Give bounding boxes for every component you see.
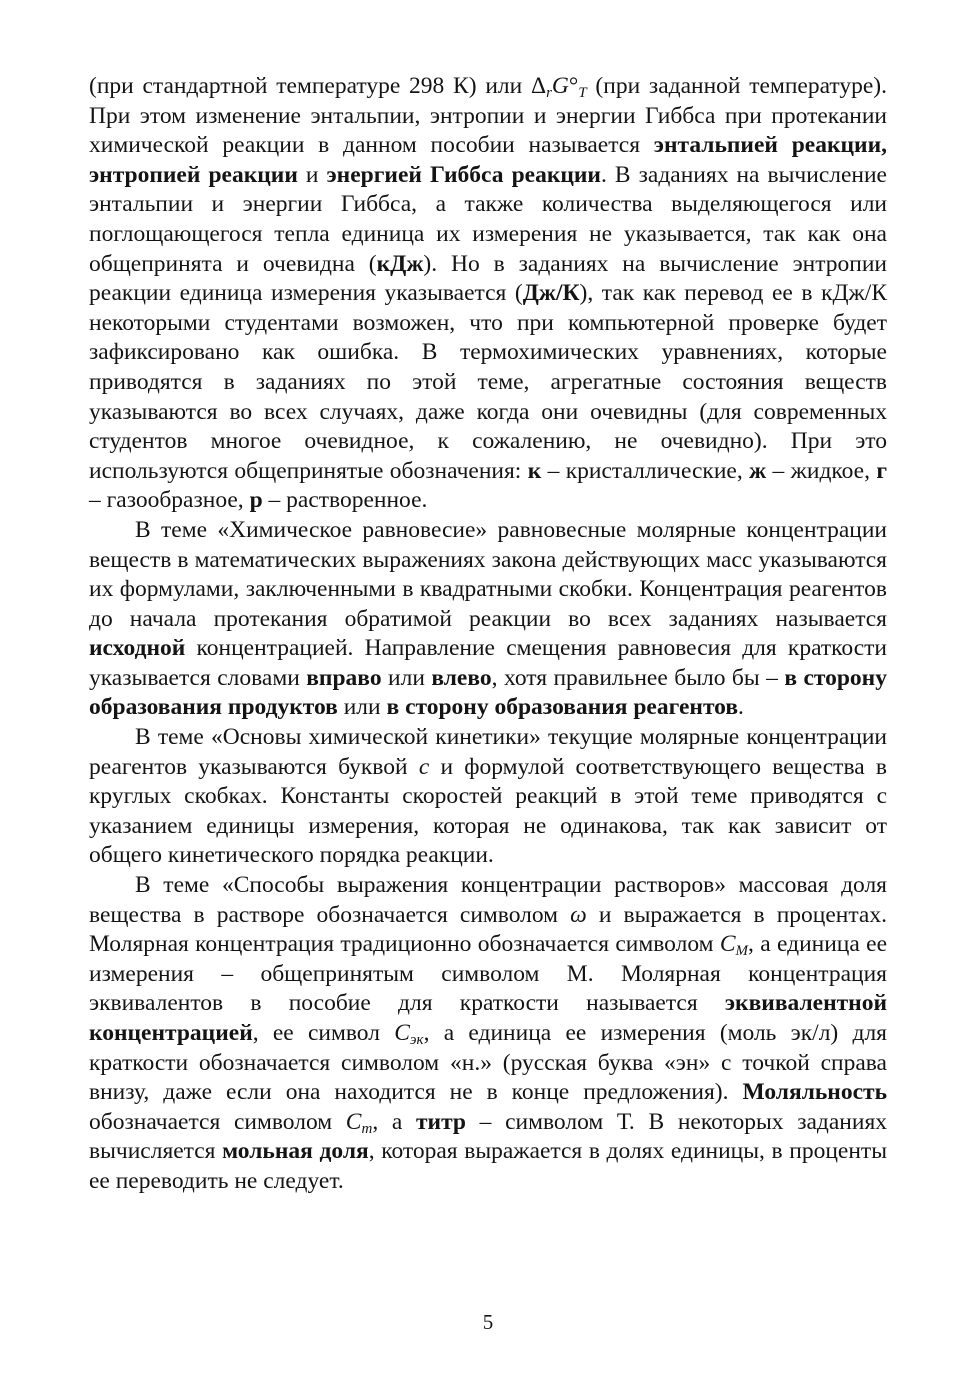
italic-symbol: ω xyxy=(570,901,587,928)
bold-term: исходной xyxy=(89,635,186,662)
bold-term: энергией Гиббса реакции xyxy=(326,161,601,188)
bold-term: мольная доля xyxy=(222,1138,369,1165)
subscript: r xyxy=(546,85,552,101)
bold-term: кДж xyxy=(376,250,424,277)
bold-term: эквивалентной концентрацией xyxy=(89,990,887,1046)
paragraph-solution-concentration: В теме «Способы выражения концентрации растворов» массовая доля вещества в растворе обозначается символом ω и выражается в процентах. Молярная концентрация традиционно обозначается символом $C_M$, а единица ее измерения – общепринятым символом М. Молярная концентрация эквивалентов в пособие для краткости называется эквивалентной концентрацией, ее символ $C_{эк}$, а единица ее измерения (моль эк/л) для краткости обозначается символом «н.» (русская буква «эн» с точкой справа внизу, даже если она находится не в конце предложения). Моляльность обозначается символом $C_m$, а титр – символом Т. В некоторых заданиях вычисляется мольная доля, которая выражается в долях единицы, в проценты ее переводить не следует. xyxy=(89,872,887,1194)
page-number: 5 xyxy=(482,1310,494,1334)
bold-term: энтальпией реакции, энтропией реакции xyxy=(89,132,887,188)
subscript: эк xyxy=(409,1032,424,1048)
italic-symbol: C xyxy=(345,1108,362,1135)
bold-term: в сторону образования реагентов xyxy=(386,694,739,721)
bold-term: титр xyxy=(416,1108,466,1135)
bold-term: ж xyxy=(749,457,767,484)
bold-term: Моляльность xyxy=(742,1079,887,1106)
paragraph-chemical-equilibrium: В теме «Химическое равновесие» равновесные молярные концентрации веществ в математических выражениях закона действующих масс указываются их формулами, заключенными в квадратными скобки. Концентрация реагентов до начала протекания обратимой реакции во всех заданиях называется исходной концентрацией. Направление смещения равновесия для краткости указывается словами вправо или влево, хотя правильнее было бы – в сторону образования продуктов или в сторону образования реагентов. xyxy=(89,516,887,721)
subscript: M xyxy=(735,943,749,960)
paragraph-chemical-kinetics: В теме «Основы химической кинетики» текущие молярные концентрации реагентов указываются буквой c и формулой соответствующего вещества в круглых скобках. Константы скоростей реакций в этой теме приводятся с указанием единицы измерения, которая не одинакова, так как зависит от общего кинетического порядка реакции. xyxy=(89,724,887,869)
bold-term: р xyxy=(249,487,263,514)
italic-symbol: G xyxy=(551,73,569,99)
subscript: m xyxy=(361,1120,373,1137)
paragraph-thermochemistry: (при стандартной температуре 298 К) или $\Delta_rG^\circ_T$ (при заданной температуре). При этом изменение энтальпии, энтропии и энергии Гиббса при протекании химической реакции в данном пособии называется энтальпией реакции, энтропией реакции и энергией Гиббса реакции. В заданиях на вычисление энтальпии и энергии Гиббса, а также количества выделяющегося или поглощающегося тепла единица их измерения не указывается, так как она общепринята и очевидна (кДж). Но в заданиях на вычисление энтропии реакции единица измерения указывается (Дж/К), так как перевод ее в кДж/К некоторыми студентами возможен, что при компьютерной проверке будет зафиксировано как ошибка. В термохимических уравнениях, которые приводятся в заданиях по этой теме, агрегатные состояния веществ указываются во всех случаях, даже когда они очевидны (для современных студентов многое очевидное, к сожалению, не очевидно). При это используются общепринятые обозначения: к – кристаллические, ж – жидкое, г – газообразное, р – растворенное. xyxy=(89,73,888,514)
italic-symbol: c xyxy=(418,753,430,780)
subscript: T xyxy=(578,85,587,101)
bold-term: г xyxy=(876,457,888,484)
bold-term: вправо xyxy=(306,664,382,691)
bold-term: Дж/К xyxy=(522,280,580,307)
italic-symbol: C xyxy=(394,1020,410,1046)
italic-symbol: C xyxy=(719,931,736,958)
bold-term: к xyxy=(527,457,542,484)
page-body xyxy=(89,72,887,1197)
bold-term: влево xyxy=(431,664,492,691)
bold-term: в сторону образования продуктов xyxy=(89,664,887,721)
